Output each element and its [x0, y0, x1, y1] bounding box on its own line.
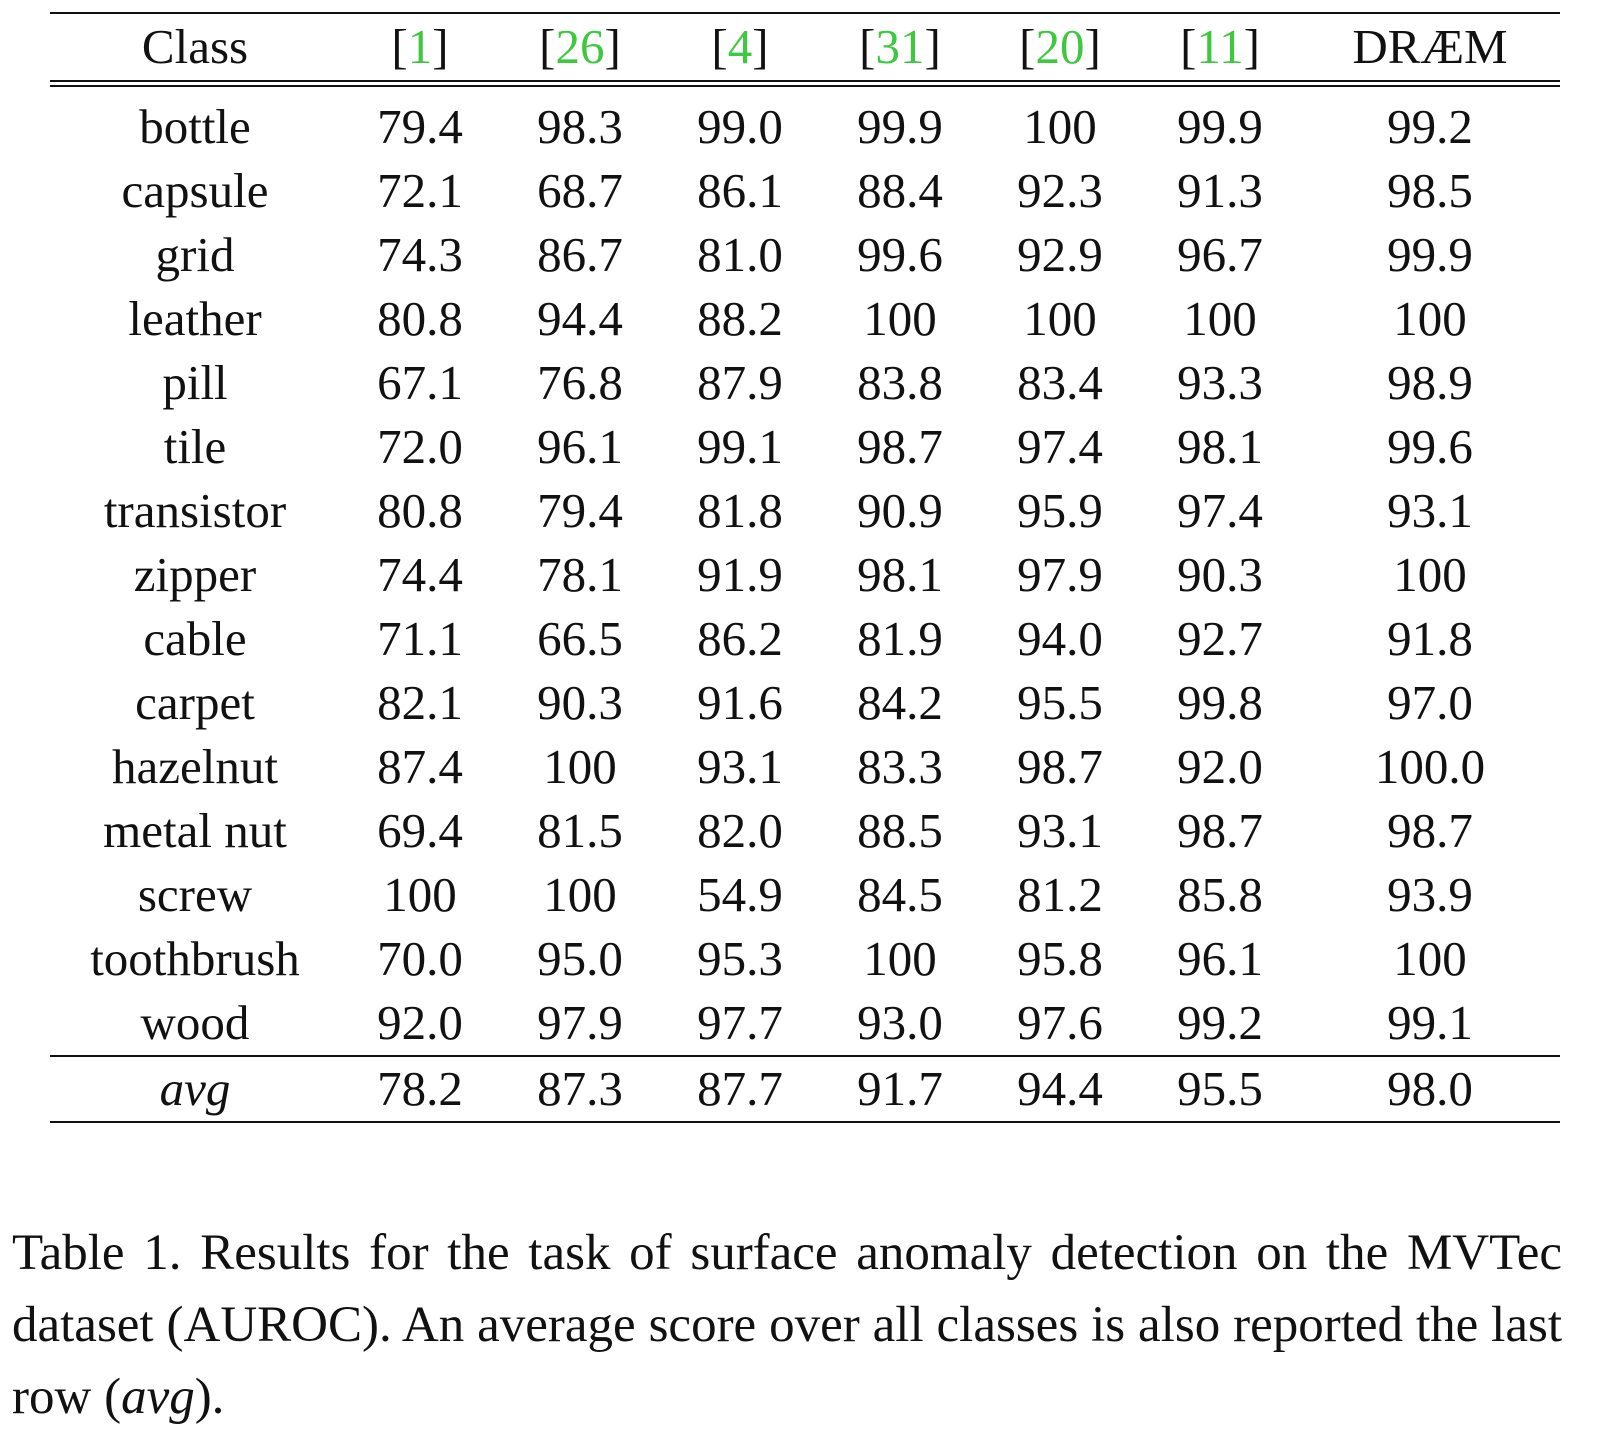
bracket-open: [ — [711, 19, 728, 74]
score-cell: 87.4 — [377, 739, 463, 794]
score-cell: 68.7 — [537, 163, 623, 218]
score-cell: 88.2 — [697, 291, 783, 346]
table-row — [50, 991, 1560, 1056]
score-cell: 98.3 — [537, 99, 623, 154]
class-name-cell: leather — [128, 291, 262, 346]
avg-score-cell: 78.2 — [377, 1061, 463, 1116]
score-cell: 83.3 — [857, 739, 943, 794]
score-cell: 92.7 — [1177, 611, 1263, 666]
score-cell: 100 — [1183, 291, 1257, 346]
score-cell: 99.6 — [857, 227, 943, 282]
score-cell: 93.9 — [1387, 867, 1473, 922]
method-column-header — [980, 13, 1140, 84]
score-cell: 83.4 — [1017, 355, 1103, 410]
score-cell: 99.1 — [1387, 995, 1473, 1050]
score-cell: 74.3 — [377, 227, 463, 282]
score-cell: 88.5 — [857, 803, 943, 858]
score-cell: 71.1 — [377, 611, 463, 666]
score-cell: 100 — [1023, 99, 1097, 154]
score-cell: 92.0 — [377, 995, 463, 1050]
avg-score-cell: 87.7 — [697, 1061, 783, 1116]
average-row — [50, 1056, 1560, 1122]
score-cell: 85.8 — [1177, 867, 1263, 922]
score-cell: 87.9 — [697, 355, 783, 410]
avg-score-cell: 95.5 — [1177, 1061, 1263, 1116]
score-cell: 78.1 — [537, 547, 623, 602]
score-cell: 81.2 — [1017, 867, 1103, 922]
avg-score-cell: 87.3 — [537, 1061, 623, 1116]
score-cell: 98.7 — [1017, 739, 1103, 794]
score-cell: 66.5 — [537, 611, 623, 666]
draem-column-header: DRÆM — [1352, 19, 1508, 74]
class-name-cell: grid — [155, 227, 235, 282]
score-cell: 100 — [863, 291, 937, 346]
score-cell: 100 — [1393, 291, 1467, 346]
score-cell: 91.9 — [697, 547, 783, 602]
table-row — [50, 543, 1560, 607]
score-cell: 69.4 — [377, 803, 463, 858]
class-column-header: Class — [141, 19, 249, 74]
table-row — [50, 351, 1560, 415]
score-cell: 80.8 — [377, 483, 463, 538]
reference-number: 1 — [407, 19, 433, 74]
results-table — [50, 12, 1560, 1123]
table-header — [50, 13, 1560, 84]
bracket-open: [ — [539, 19, 556, 74]
score-cell: 95.8 — [1017, 931, 1103, 986]
score-cell: 99.8 — [1177, 675, 1263, 730]
class-name-cell: zipper — [133, 547, 257, 602]
score-cell: 82.0 — [697, 803, 783, 858]
score-cell: 82.1 — [377, 675, 463, 730]
score-cell: 99.1 — [697, 419, 783, 474]
score-cell: 97.7 — [697, 995, 783, 1050]
score-cell: 98.9 — [1387, 355, 1473, 410]
avg-label-cell: avg — [159, 1061, 231, 1116]
table-row — [50, 735, 1560, 799]
class-name-cell: pill — [162, 355, 228, 410]
score-cell: 67.1 — [377, 355, 463, 410]
score-cell: 91.3 — [1177, 163, 1263, 218]
table-row — [50, 287, 1560, 351]
caption-text-end: ). — [194, 1369, 225, 1425]
score-cell: 80.8 — [377, 291, 463, 346]
score-cell: 83.8 — [857, 355, 943, 410]
bracket-close: ] — [1084, 19, 1101, 74]
score-cell: 99.9 — [1387, 227, 1473, 282]
table-row — [50, 863, 1560, 927]
score-cell: 81.9 — [857, 611, 943, 666]
score-cell: 72.1 — [377, 163, 463, 218]
score-cell: 81.5 — [537, 803, 623, 858]
score-cell: 95.0 — [537, 931, 623, 986]
class-name-cell: wood — [140, 995, 250, 1050]
score-cell: 93.0 — [857, 995, 943, 1050]
score-cell: 86.2 — [697, 611, 783, 666]
score-cell: 98.1 — [1177, 419, 1263, 474]
score-cell: 99.2 — [1177, 995, 1263, 1050]
score-cell: 91.6 — [697, 675, 783, 730]
table-row — [50, 415, 1560, 479]
score-cell: 91.8 — [1387, 611, 1473, 666]
class-name-cell: tile — [163, 419, 227, 474]
score-cell: 74.4 — [377, 547, 463, 602]
bracket-close: ] — [604, 19, 621, 74]
score-cell: 96.1 — [537, 419, 623, 474]
method-column-header — [1140, 13, 1300, 84]
score-cell: 95.9 — [1017, 483, 1103, 538]
caption-text: Table 1. Results for the task of surface anomaly detection on the MVTec dataset (AUROC). An average score over all classes is also reported the last row ( — [12, 1225, 1562, 1425]
score-cell: 88.4 — [857, 163, 943, 218]
score-cell: 93.1 — [1387, 483, 1473, 538]
score-cell: 90.3 — [1177, 547, 1263, 602]
class-name-cell: metal nut — [103, 803, 287, 858]
score-cell: 96.1 — [1177, 931, 1263, 986]
score-cell: 95.3 — [697, 931, 783, 986]
score-cell: 93.1 — [697, 739, 783, 794]
table-row — [50, 671, 1560, 735]
score-cell: 90.3 — [537, 675, 623, 730]
score-cell: 70.0 — [377, 931, 463, 986]
score-cell: 100 — [1023, 291, 1097, 346]
score-cell: 99.0 — [697, 99, 783, 154]
score-cell: 100 — [543, 739, 617, 794]
score-cell: 94.0 — [1017, 611, 1103, 666]
bracket-close: ] — [1243, 19, 1260, 74]
method-column-header — [500, 13, 660, 84]
score-cell: 98.7 — [1177, 803, 1263, 858]
score-cell: 97.4 — [1177, 483, 1263, 538]
score-cell: 99.9 — [857, 99, 943, 154]
score-cell: 76.8 — [537, 355, 623, 410]
reference-number: 4 — [727, 19, 753, 74]
table-caption — [12, 1217, 1562, 1433]
method-column-header — [340, 13, 500, 84]
score-cell: 54.9 — [697, 867, 783, 922]
reference-number: 20 — [1035, 19, 1085, 74]
reference-number: 31 — [875, 19, 925, 74]
score-cell: 72.0 — [377, 419, 463, 474]
score-cell: 92.0 — [1177, 739, 1263, 794]
table-body — [50, 84, 1560, 1057]
class-name-cell: capsule — [121, 163, 269, 218]
score-cell: 100 — [1393, 547, 1467, 602]
score-cell: 81.8 — [697, 483, 783, 538]
score-cell: 98.7 — [1387, 803, 1473, 858]
score-cell: 84.5 — [857, 867, 943, 922]
avg-score-cell: 94.4 — [1017, 1061, 1103, 1116]
bracket-open: [ — [1180, 19, 1197, 74]
table-row — [50, 479, 1560, 543]
table-row — [50, 84, 1560, 160]
caption-math-avg: avg — [121, 1369, 195, 1425]
score-cell: 100 — [383, 867, 457, 922]
class-name-cell: toothbrush — [90, 931, 300, 986]
score-cell: 98.1 — [857, 547, 943, 602]
score-cell: 84.2 — [857, 675, 943, 730]
class-name-cell: carpet — [135, 675, 255, 730]
class-name-cell: bottle — [139, 99, 251, 154]
score-cell: 97.0 — [1387, 675, 1473, 730]
table-row — [50, 159, 1560, 223]
score-cell: 97.4 — [1017, 419, 1103, 474]
score-cell: 90.9 — [857, 483, 943, 538]
score-cell: 100 — [863, 931, 937, 986]
avg-score-cell: 91.7 — [857, 1061, 943, 1116]
table-row — [50, 927, 1560, 991]
table-row — [50, 607, 1560, 671]
score-cell: 79.4 — [377, 99, 463, 154]
avg-score-cell: 98.0 — [1387, 1061, 1473, 1116]
score-cell: 95.5 — [1017, 675, 1103, 730]
score-cell: 86.7 — [537, 227, 623, 282]
table-footer — [50, 1056, 1560, 1122]
score-cell: 97.6 — [1017, 995, 1103, 1050]
score-cell: 81.0 — [697, 227, 783, 282]
table-row — [50, 799, 1560, 863]
score-cell: 94.4 — [537, 291, 623, 346]
score-cell: 98.5 — [1387, 163, 1473, 218]
score-cell: 92.3 — [1017, 163, 1103, 218]
score-cell: 96.7 — [1177, 227, 1263, 282]
class-name-cell: hazelnut — [112, 739, 278, 794]
table-row — [50, 223, 1560, 287]
score-cell: 100.0 — [1374, 739, 1486, 794]
bracket-close: ] — [924, 19, 941, 74]
class-name-cell: screw — [137, 867, 253, 922]
bracket-close: ] — [752, 19, 769, 74]
method-column-header — [820, 13, 980, 84]
score-cell: 92.9 — [1017, 227, 1103, 282]
bracket-close: ] — [432, 19, 449, 74]
reference-number: 26 — [555, 19, 605, 74]
score-cell: 93.1 — [1017, 803, 1103, 858]
score-cell: 97.9 — [1017, 547, 1103, 602]
score-cell: 97.9 — [537, 995, 623, 1050]
score-cell: 99.9 — [1177, 99, 1263, 154]
score-cell: 98.7 — [857, 419, 943, 474]
class-name-cell: transistor — [103, 483, 287, 538]
bracket-open: [ — [1019, 19, 1036, 74]
score-cell: 100 — [543, 867, 617, 922]
bracket-open: [ — [391, 19, 408, 74]
score-cell: 100 — [1393, 931, 1467, 986]
method-column-header — [660, 13, 820, 84]
reference-number: 11 — [1196, 19, 1244, 74]
class-name-cell: cable — [143, 611, 247, 666]
header-row — [50, 13, 1560, 84]
score-cell: 86.1 — [697, 163, 783, 218]
score-cell: 99.2 — [1387, 99, 1473, 154]
bracket-open: [ — [859, 19, 876, 74]
score-cell: 79.4 — [537, 483, 623, 538]
score-cell: 99.6 — [1387, 419, 1473, 474]
score-cell: 93.3 — [1177, 355, 1263, 410]
